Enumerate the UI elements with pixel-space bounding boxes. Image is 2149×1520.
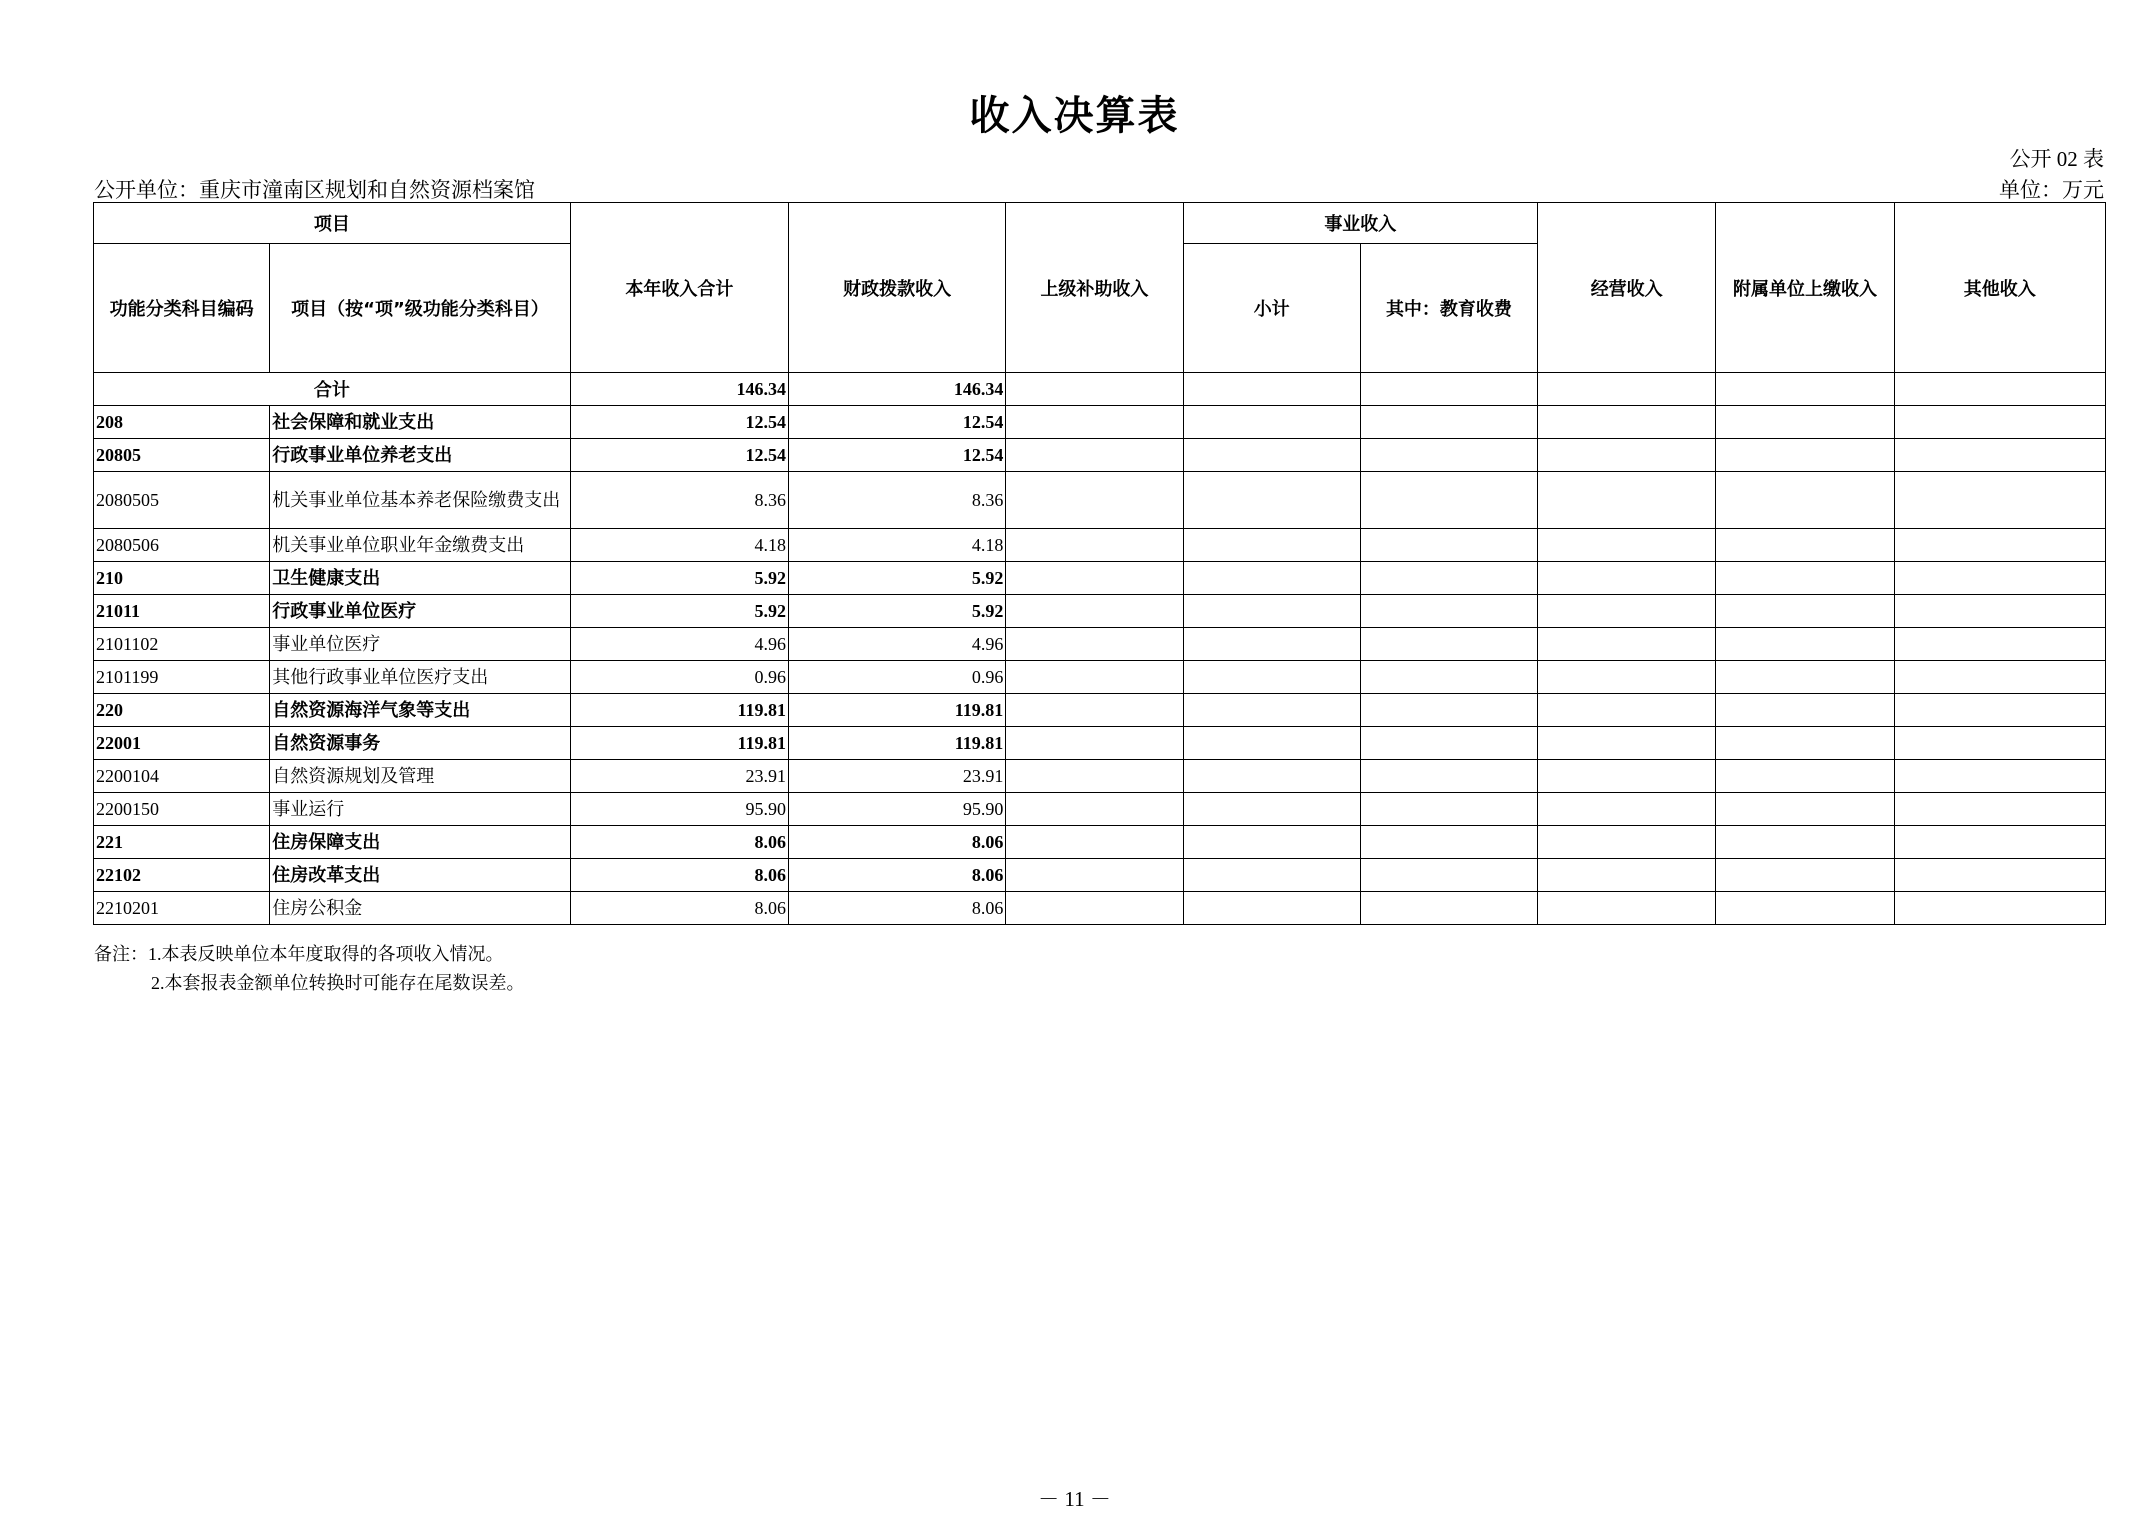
row-name: 自然资源事务 [270,727,570,760]
row-empty-cell [1360,661,1537,694]
row-code: 220 [94,694,270,727]
row-name: 卫生健康支出 [270,562,570,595]
row-empty-cell [1538,760,1716,793]
row-total-income: 119.81 [570,694,788,727]
row-empty-cell [1183,661,1360,694]
row-empty-cell [1360,439,1537,472]
row-empty-cell [1716,694,1894,727]
row-fiscal: 5.92 [789,562,1006,595]
row-code: 2200150 [94,793,270,826]
row-empty-cell [1360,727,1537,760]
row-name: 机关事业单位基本养老保险缴费支出 [270,472,570,529]
header-other: 其他收入 [1894,203,2105,373]
row-total-income: 8.06 [570,892,788,925]
header-total-income: 本年收入合计 [570,203,788,373]
row-empty-cell [1894,892,2105,925]
reporting-unit: 公开单位：重庆市潼南区规划和自然资源档案馆 [94,178,535,202]
row-empty-cell [1360,859,1537,892]
table-row [94,562,2106,595]
row-total-income: 8.06 [570,826,788,859]
row-empty-cell [1183,562,1360,595]
row-empty-cell [1894,859,2105,892]
row-code: 2080506 [94,529,270,562]
row-total-income: 23.91 [570,760,788,793]
row-fiscal: 8.36 [789,472,1006,529]
table-row [94,439,2106,472]
row-empty-cell [1538,727,1716,760]
table-row [94,859,2106,892]
row-empty-cell [1538,406,1716,439]
row-total-income: 8.06 [570,859,788,892]
row-empty-cell [1183,826,1360,859]
row-empty-cell [1360,628,1537,661]
row-fiscal: 95.90 [789,793,1006,826]
row-empty-cell [1006,439,1183,472]
row-code: 20805 [94,439,270,472]
row-fiscal: 0.96 [789,661,1006,694]
row-empty-cell [1006,529,1183,562]
table-row [94,694,2106,727]
row-fiscal: 4.96 [789,628,1006,661]
table-row [94,760,2106,793]
row-empty-cell [1183,628,1360,661]
row-fiscal: 4.18 [789,529,1006,562]
row-empty-cell [1894,562,2105,595]
row-empty-cell [1360,826,1537,859]
page-title: 收入决算表 [969,93,1180,139]
row-name: 行政事业单位养老支出 [270,439,570,472]
row-code: 210 [94,562,270,595]
row-empty-cell [1538,562,1716,595]
row-name: 行政事业单位医疗 [270,595,570,628]
row-empty-cell [1716,727,1894,760]
header-operating: 经营收入 [1538,203,1716,373]
row-empty-cell [1006,826,1183,859]
row-code: 208 [94,406,270,439]
table-row [94,661,2106,694]
row-empty-cell [1006,793,1183,826]
table-row [94,628,2106,661]
row-empty-cell [1360,529,1537,562]
row-name: 住房保障支出 [270,826,570,859]
row-empty-cell [1538,859,1716,892]
row-empty-cell [1894,694,2105,727]
row-fiscal: 5.92 [789,595,1006,628]
row-empty-cell [1006,727,1183,760]
row-empty-cell [1183,793,1360,826]
note-line-2: 2.本套报表金额单位转换时可能存在尾数误差。 [151,973,525,993]
row-name: 自然资源规划及管理 [270,760,570,793]
total-label: 合计 [94,373,571,406]
row-fiscal: 8.06 [789,859,1006,892]
notes [94,940,525,998]
row-empty-cell [1006,628,1183,661]
row-code: 2101102 [94,628,270,661]
row-empty-cell [1006,661,1183,694]
row-empty-cell [1183,406,1360,439]
header-affiliated: 附属单位上缴收入 [1716,203,1894,373]
currency-unit: 单位：万元 [1999,178,2104,202]
row-code: 22102 [94,859,270,892]
row-empty-cell [1894,439,2105,472]
header-business: 事业收入 [1183,203,1538,244]
header-subtotal: 小计 [1183,244,1360,373]
row-total-income: 12.54 [570,439,788,472]
row-empty-cell [1894,628,2105,661]
row-empty-cell [1894,727,2105,760]
row-code: 22001 [94,727,270,760]
row-name: 机关事业单位职业年金缴费支出 [270,529,570,562]
header-superior: 上级补助收入 [1006,203,1183,373]
row-empty-cell [1006,595,1183,628]
row-empty-cell [1183,694,1360,727]
row-empty-cell [1716,529,1894,562]
row-empty-cell [1538,793,1716,826]
row-empty-cell [1360,472,1537,529]
row-empty-cell [1894,826,2105,859]
row-empty-cell [1716,760,1894,793]
row-empty-cell [1183,439,1360,472]
row-code: 2200104 [94,760,270,793]
row-total-income: 119.81 [570,727,788,760]
row-empty-cell [1894,406,2105,439]
header-item: 项目 [94,203,571,244]
row-empty-cell [1538,628,1716,661]
row-empty-cell [1360,892,1537,925]
row-empty-cell [1716,826,1894,859]
row-empty-cell [1360,793,1537,826]
row-empty-cell [1894,760,2105,793]
row-total-income: 4.96 [570,628,788,661]
table-row [94,472,2106,529]
row-empty-cell [1716,562,1894,595]
table-row [94,892,2106,925]
row-empty-cell [1183,760,1360,793]
row-total-income: 12.54 [570,406,788,439]
row-fiscal: 119.81 [789,694,1006,727]
row-empty-cell [1538,529,1716,562]
page-number: － 11 － [1038,1487,1111,1511]
table-row [94,793,2106,826]
row-empty-cell [1538,694,1716,727]
table-row [94,826,2106,859]
header-name: 项目（按“项”级功能分类科目） [270,244,570,373]
row-empty-cell [1716,472,1894,529]
row-fiscal: 12.54 [789,439,1006,472]
table-row [94,595,2106,628]
table-row [94,406,2106,439]
row-name: 住房改革支出 [270,859,570,892]
row-total-income: 5.92 [570,595,788,628]
row-total-income: 0.96 [570,661,788,694]
table-row [94,529,2106,562]
row-name: 住房公积金 [270,892,570,925]
row-empty-cell [1894,595,2105,628]
row-code: 21011 [94,595,270,628]
row-empty-cell [1538,826,1716,859]
total-income-value: 146.34 [570,373,788,406]
row-empty-cell [1716,661,1894,694]
row-empty-cell [1360,760,1537,793]
row-empty-cell [1538,595,1716,628]
note-line-1: 备注：1.本表反映单位本年度取得的各项收入情况。 [94,944,504,964]
row-empty-cell [1538,661,1716,694]
row-name: 事业运行 [270,793,570,826]
row-empty-cell [1006,760,1183,793]
row-total-income: 95.90 [570,793,788,826]
row-empty-cell [1183,472,1360,529]
header-code: 功能分类科目编码 [94,244,270,373]
row-empty-cell [1538,472,1716,529]
row-empty-cell [1716,439,1894,472]
form-number: 公开 02 表 [2009,147,2104,171]
row-code: 2080505 [94,472,270,529]
row-empty-cell [1183,892,1360,925]
row-empty-cell [1006,694,1183,727]
row-empty-cell [1360,406,1537,439]
row-empty-cell [1716,406,1894,439]
row-name: 自然资源海洋气象等支出 [270,694,570,727]
row-empty-cell [1360,595,1537,628]
row-empty-cell [1716,793,1894,826]
header-education: 其中：教育收费 [1360,244,1537,373]
row-empty-cell [1360,694,1537,727]
header-fiscal: 财政拨款收入 [789,203,1006,373]
row-fiscal: 23.91 [789,760,1006,793]
total-fiscal-value: 146.34 [789,373,1006,406]
row-empty-cell [1183,859,1360,892]
row-name: 其他行政事业单位医疗支出 [270,661,570,694]
row-empty-cell [1183,727,1360,760]
row-total-income: 5.92 [570,562,788,595]
row-fiscal: 8.06 [789,892,1006,925]
row-empty-cell [1006,892,1183,925]
row-empty-cell [1894,529,2105,562]
row-code: 2101199 [94,661,270,694]
row-fiscal: 8.06 [789,826,1006,859]
row-total-income: 8.36 [570,472,788,529]
row-empty-cell [1360,562,1537,595]
row-empty-cell [1538,892,1716,925]
row-empty-cell [1006,472,1183,529]
row-empty-cell [1716,892,1894,925]
row-fiscal: 119.81 [789,727,1006,760]
row-name: 事业单位医疗 [270,628,570,661]
row-empty-cell [1894,793,2105,826]
row-empty-cell [1716,628,1894,661]
row-empty-cell [1538,439,1716,472]
row-empty-cell [1183,595,1360,628]
row-empty-cell [1006,562,1183,595]
total-row [94,373,2106,406]
row-total-income: 4.18 [570,529,788,562]
row-empty-cell [1716,859,1894,892]
row-empty-cell [1716,595,1894,628]
row-name: 社会保障和就业支出 [270,406,570,439]
row-empty-cell [1006,406,1183,439]
table-row [94,727,2106,760]
row-fiscal: 12.54 [789,406,1006,439]
income-final-accounts-table [93,202,2106,925]
row-empty-cell [1894,661,2105,694]
row-code: 221 [94,826,270,859]
row-empty-cell [1894,472,2105,529]
row-empty-cell [1006,859,1183,892]
row-empty-cell [1183,529,1360,562]
row-code: 2210201 [94,892,270,925]
